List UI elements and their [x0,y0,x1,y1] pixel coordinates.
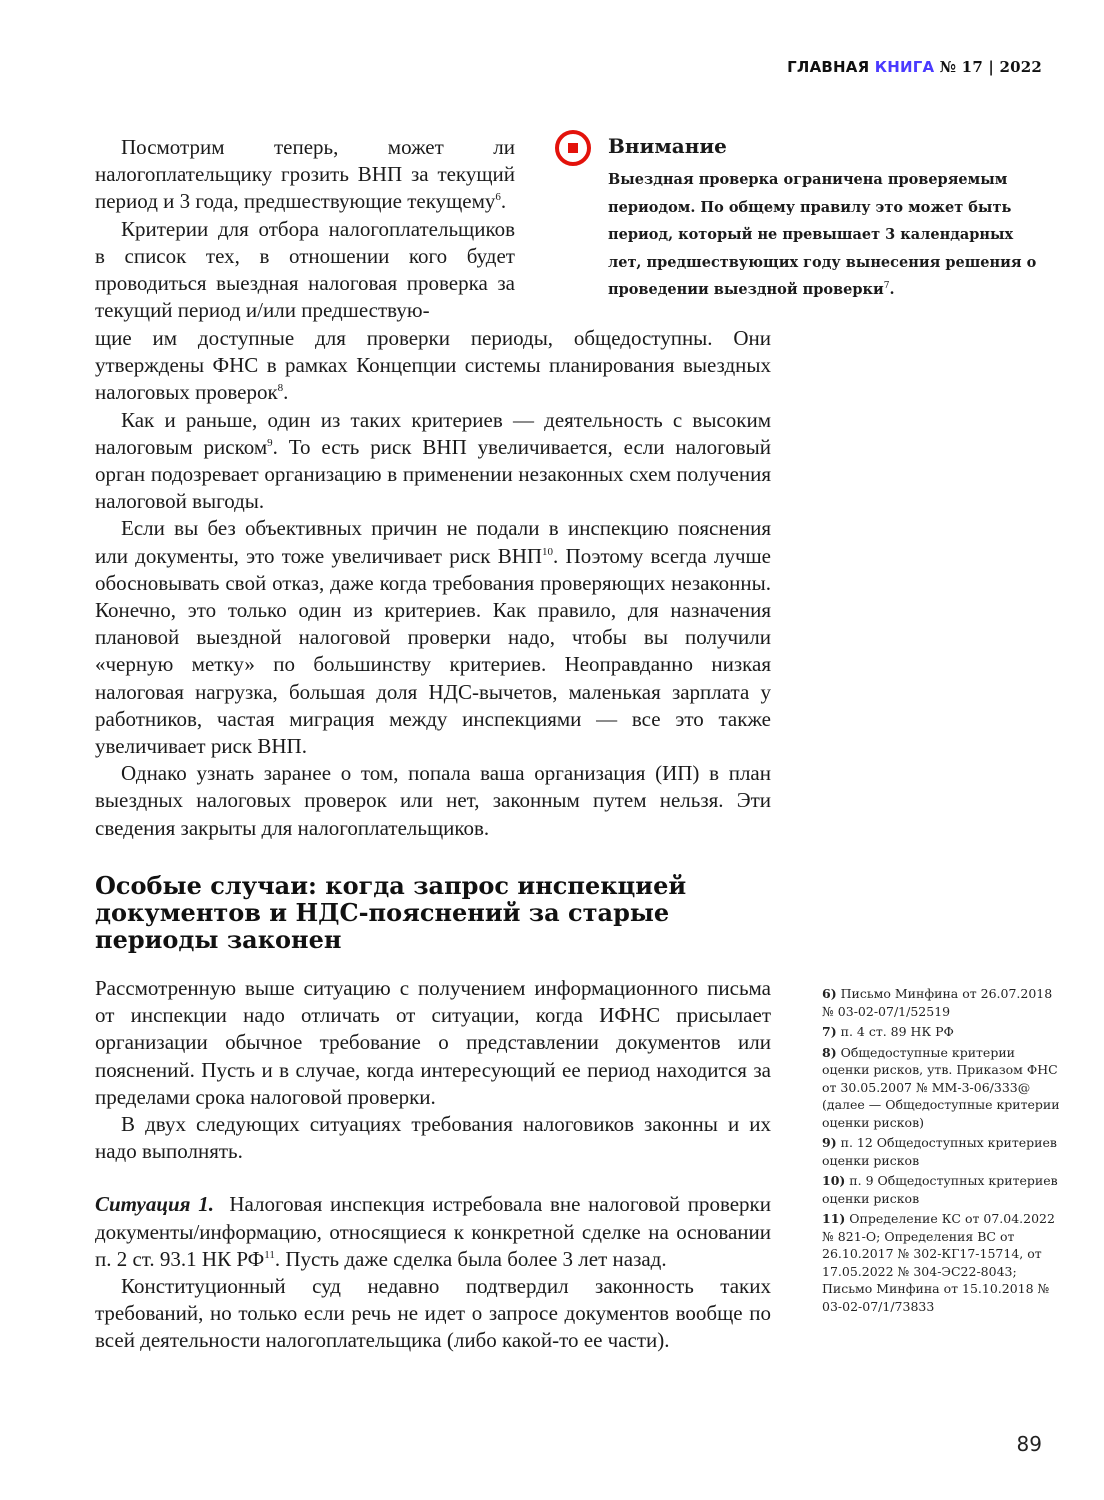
footnote: 11) Определение КС от 07.04.2022 № 821-О; Определения ВС от 26.10.2017 № 302-КГ17-15714, от 17.05.2022 № 304-ЭС22-8043; Письмо Минфина от 15.10.2018 № 03-02-07/1/73833 [822,1211,1055,1314]
footnote: 7) п. 4 ст. 89 НК РФ [822,1024,954,1039]
situation-paragraph: Ситуация 1. Налоговая инспекция истребовала вне налоговой проверки документы/информацию, относящиеся к конкретной сделке на основании п. 2 ст. 93.1 НК РФ$^{11}$. Пусть даже сделка была более 3 лет назад. [95,1192,771,1271]
footnote-ref[interactable]: 10 [542,545,554,558]
paragraph: Критерии для отбора налогоплательщиков в список тех, в отношении кого будет проводиться выездная налоговая проверка за текущий период и/или предшествую- [95,216,515,323]
footnote-ref[interactable]: 11 [264,1248,275,1261]
page-number: 89 [1016,1432,1042,1456]
paragraph: Как и раньше, один из таких критериев — деятельность с высоким налоговым риском$^9$. То есть риск ВНП увеличивается, если налоговый орган подозревает организацию в применении незаконных схем получения налоговой выгоды. [95,407,771,514]
notice-text: Выездная проверка ограничена проверяемым периодом. По общему правилу это может быть период, который не превышает 3 календарных лет, предшествующих году вынесения решения о проведении выездной проверки$^7$. [608,171,1037,298]
intro-column [95,134,515,324]
paragraph: щие им доступные для проверки периоды, общедоступны. Они утверждены ФНС в рамках Концепции системы планирования выездных налоговых проверок$^8$. [95,326,771,405]
footnote-ref[interactable]: 8 [277,382,284,395]
stop-alert-icon [555,130,591,166]
brand-name-accent: КНИГА [874,58,935,76]
issue-number: № 17 | 2022 [939,58,1042,76]
footnotes-sidebar [822,985,1062,1318]
paragraph: Если вы без объективных причин не подали в инспекцию пояснения или документы, это тоже увеличивает риск ВНП$^{10}$. Поэтому всегда лучше обосновывать свой отказ, даже когда требования проверяющих незаконны. Конечно, это только один из критериев. Как правило, для назначения плановой выездной налоговой проверки надо, чтобы вы получили «черную метку» по большинству критериев. Неоправданно низкая налоговая нагрузка, большая доля НДС-вычетов, маленькая зарплата у работников, частая миграция между инспекциями — все это также увеличивает риск ВНП. [95,516,771,759]
running-header [787,58,1042,76]
footnote-ref[interactable]: 9 [267,436,273,449]
section-body [95,975,771,1355]
paragraph: Посмотрим теперь, может ли налогоплательщику грозить ВНП за текущий период и 3 года, предшествующие текущему$^6$. [95,135,515,214]
footnote: 6) Письмо Минфина от 26.07.2018 № 03-02-07/1/52519 [822,986,1053,1019]
footnote: 8) Общедоступные критерии оценки рисков, утв. Приказом ФНС от 30.05.2007 № ММ-3-06/333@ (далее — Общедоступные критерии оценки рисков) [822,1044,1060,1130]
paragraph: В двух следующих ситуациях требования налоговиков законны и их надо выполнять. [95,1112,771,1164]
situation-label: Ситуация 1. [95,1192,214,1217]
notice-title: Внимание [608,134,727,158]
footnote: 10) п. 9 Общедоступных критериев оценки рисков [822,1173,1058,1206]
paragraph: Однако узнать заранее о том, попала ваша организация (ИП) в план выездных налоговых проверок или нет, законным путем нельзя. Эти сведения закрыты для налогоплательщиков. [95,761,771,840]
footnote-ref[interactable]: 6 [495,191,501,204]
section-heading: Особые случаи: когда запрос инспекцией документов и НДС-пояснений за старые периоды законен [95,871,687,954]
footnote: 9) п. 12 Общедоступных критериев оценки рисков [822,1135,1057,1168]
footnote-ref[interactable]: 7 [883,281,890,292]
paragraph: Рассмотренную выше ситуацию с получением информационного письма от инспекции надо отличать от ситуации, когда ИФНС присылает организации обычное требование о представлении документов или пояснений. Пусть и в случае, когда интересующий ее период находится за пределами срока налоговой проверки. [95,976,771,1109]
main-body [95,325,771,842]
paragraph: Конституционный суд недавно подтвердил законность таких требований, но только если речь не идет о запросе документов вообще по всей деятельности налогоплательщика (либо какой-то ее части). [95,1274,771,1353]
brand-name: ГЛАВНАЯ [787,58,870,76]
